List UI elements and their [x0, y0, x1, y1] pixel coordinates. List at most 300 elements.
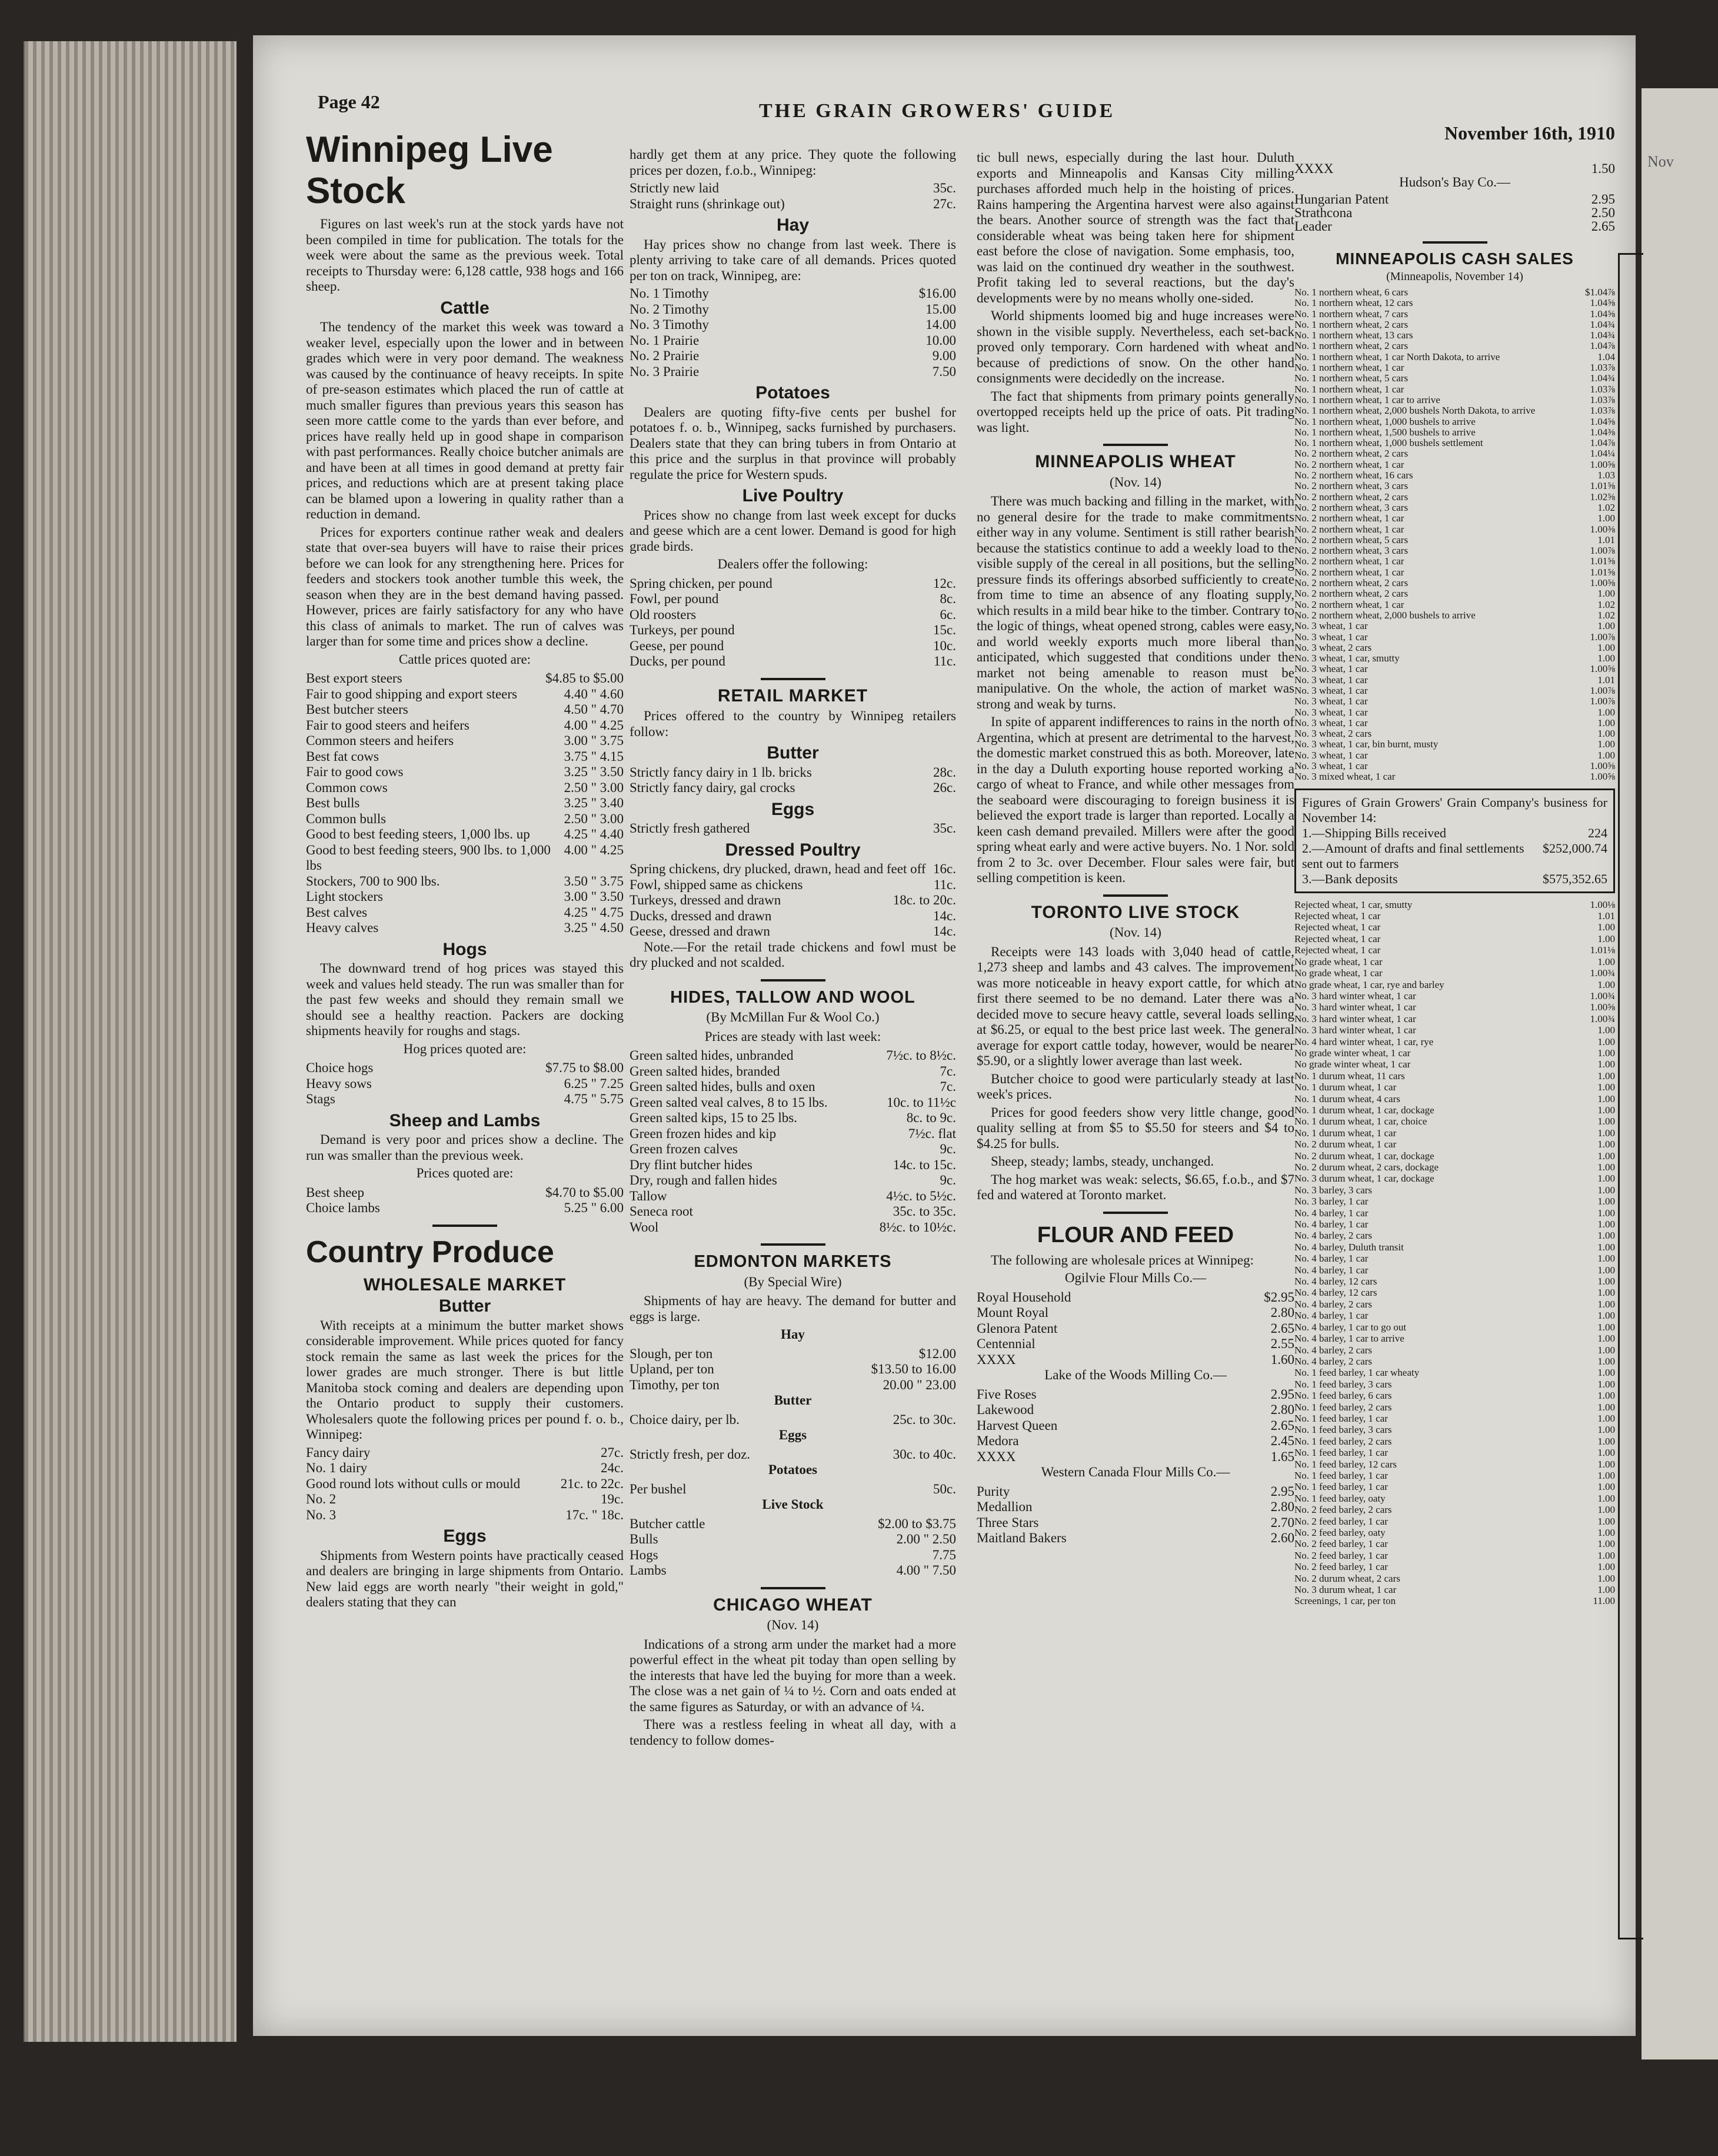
price-row	[306, 764, 624, 780]
price-item-label: Heavy calves	[306, 920, 379, 935]
price-item-value: 7.75	[932, 1547, 956, 1562]
price-item-value: 2.55	[1270, 1336, 1294, 1351]
price-item-label: No. 1 feed barley, 3 cars	[1294, 1424, 1392, 1436]
price-item-label: Per bushel	[630, 1481, 687, 1496]
price-row	[1294, 707, 1615, 718]
price-item-label: No. 2 northern wheat, 2 cars	[1294, 577, 1409, 589]
price-row	[977, 1449, 1294, 1465]
chicago-paragraph: There was a restless feeling in wheat all day, with a tendency to follow domes-	[630, 1717, 956, 1748]
hides-heading: HIDES, TALLOW AND WOOL	[670, 987, 915, 1007]
price-item-label: Centennial	[977, 1336, 1036, 1351]
price-row	[1294, 956, 1615, 967]
price-row	[1294, 417, 1615, 427]
price-item-value: 1.00	[1597, 706, 1615, 718]
price-row	[306, 1092, 624, 1107]
book-edge	[24, 41, 237, 2042]
price-item-label: No. 3 barley, 3 cars	[1294, 1184, 1373, 1196]
price-item-value: 15.00	[925, 301, 956, 317]
price-item-value: 21c. to 22c.	[560, 1476, 624, 1491]
price-item-label: No. 3 durum wheat, 1 car, dockage	[1294, 1173, 1434, 1185]
price-row	[630, 607, 956, 623]
wholesale-heading: WHOLESALE MARKET	[363, 1275, 567, 1295]
price-item-label: Three Stars	[977, 1515, 1039, 1530]
price-item-value: 7½c. to 8½c.	[886, 1048, 956, 1063]
price-item-value: 1.00⅝	[1590, 1002, 1615, 1013]
price-item-value: 1.00	[1597, 1241, 1615, 1253]
price-row	[1294, 1493, 1615, 1504]
price-row	[630, 1220, 956, 1236]
price-row	[306, 889, 624, 905]
price-item-value: 27c.	[933, 196, 956, 211]
price-item-label: Rejected wheat, 1 car	[1294, 933, 1381, 944]
price-item-value: 1.00	[1597, 1492, 1615, 1504]
price-item-value: 16c.	[933, 861, 956, 876]
price-item-value: 1.00	[1597, 1515, 1615, 1527]
edmonton-byline: (By Special Wire)	[744, 1274, 842, 1289]
price-item-value: 1.00	[1597, 1287, 1615, 1299]
price-row	[1294, 990, 1615, 1002]
price-item-value: 1.03⅞	[1590, 362, 1615, 374]
price-item-label: Medallion	[977, 1499, 1033, 1514]
price-item-label: Rejected wheat, 1 car	[1294, 910, 1381, 922]
price-item-value: 1.00	[1597, 1424, 1615, 1436]
price-item-value: 1.01	[1597, 910, 1615, 922]
price-row	[630, 924, 956, 940]
minneapolis-wheat-paragraph: In spite of apparent indifferences to rains in the north of Argentina, which at present are detrimental to the harvest, the domestic market construed this as both. Moreover, late in the day a Duluth exporting house reported working a cargo of wheat to France, and while other messages from the seaboard were discouraging to foreign business it is believed the export trade is larger than reported. Locally a keen cash demand prevailed. Millers were after the good spring wheat early and were active buyers. No. 1 Nor. sold from 2 to 3c. over December. Flour sales were fair, but selling competition is keen.	[977, 714, 1294, 885]
price-item-label: No. 2 northern wheat, 3 cars	[1294, 501, 1409, 513]
box-rows	[1302, 826, 1607, 887]
poultry-offer-label: Dealers offer the following:	[717, 557, 868, 571]
price-row	[306, 827, 624, 843]
column-3	[977, 150, 1294, 1546]
price-item-label: No. 2 northern wheat, 1 car	[1294, 598, 1404, 610]
price-row	[977, 1484, 1294, 1500]
price-item-value: 1.02	[1597, 501, 1615, 513]
price-row	[630, 333, 956, 349]
price-item-value: 11c.	[933, 654, 956, 668]
price-row	[1294, 944, 1615, 956]
toronto-paragraph: Butcher choice to good were particularly steady at last week's prices.	[977, 1071, 1294, 1102]
price-row	[1294, 1070, 1615, 1082]
price-row	[1294, 632, 1615, 643]
price-item-label: Heavy sows	[306, 1076, 372, 1091]
price-item-label: No. 4 barley, Duluth transit	[1294, 1241, 1404, 1253]
price-item-label: Strictly new laid	[630, 181, 720, 195]
retail-paragraph: Prices offered to the country by Winnipeg retailers follow:	[630, 708, 956, 739]
price-item-label: No. 1 feed barley, 1 car	[1294, 1447, 1388, 1459]
price-item-value: 7c.	[940, 1063, 956, 1079]
price-row	[1294, 470, 1615, 481]
price-item-value: 2.80	[1270, 1305, 1294, 1320]
price-item-label: No. 1 Prairie	[630, 332, 700, 348]
price-row	[1294, 162, 1615, 175]
price-row	[1294, 910, 1615, 921]
price-row	[1294, 460, 1615, 470]
section-rule	[1103, 1212, 1168, 1214]
dressed-poultry-list	[630, 861, 956, 940]
price-row	[630, 1204, 956, 1220]
flour-feed-heading: FLOUR AND FEED	[1037, 1222, 1234, 1247]
price-item-value: 1.00	[1597, 641, 1615, 653]
price-item-label: Strictly fancy dairy in 1 lb. bricks	[630, 764, 812, 780]
price-item-label: No. 1 feed barley, oaty	[1294, 1492, 1386, 1504]
price-item-label: No. 1 northern wheat, 13 cars	[1294, 330, 1413, 341]
price-item-label: No. 3 durum wheat, 1 car	[1294, 1584, 1397, 1596]
price-item-label: Spring chicken, per pound	[630, 575, 773, 591]
price-item-label: Green salted kips, 15 to 25 lbs.	[630, 1110, 797, 1125]
price-item-value: 1.00	[1597, 1401, 1615, 1413]
toronto-paragraph: Prices for good feeders show very little change, good quality selling at from $5 to $5.50 for steers and $4 to $4.25 for bulls.	[977, 1104, 1294, 1151]
price-item-label: No. 3 mixed wheat, 1 car	[1294, 771, 1396, 783]
price-item-label: Green salted hides, branded	[630, 1063, 780, 1079]
price-item-value: 2.95	[1270, 1386, 1294, 1402]
price-item-value: 3.25 " 3.40	[564, 796, 624, 810]
price-item-label: Tallow	[630, 1188, 667, 1203]
butter-paragraph: With receipts at a minimum the butter market shows considerable improvement. While prices quoted for fancy stock remain the same as last week the prices for the lower grades are much stronger. There is but little Manitoba stock coming and dealers are depending upon the Ontario product to supply their customers. Wholesalers quote the following prices per pound f. o. b., Winnipeg:	[306, 1317, 624, 1442]
price-item-label: Mount Royal	[977, 1305, 1049, 1320]
price-item-label: No. 2 feed barley, 1 car	[1294, 1549, 1388, 1561]
price-row	[306, 905, 624, 921]
section-rule	[1103, 444, 1168, 446]
price-item-value: 2.95	[1591, 192, 1615, 207]
price-item-value: 10c.	[933, 638, 956, 653]
price-item-value: 28c.	[933, 764, 956, 780]
price-item-label: No. 1 northern wheat, 6 cars	[1294, 287, 1409, 298]
price-item-label: No. 1 durum wheat, 11 cars	[1294, 1070, 1405, 1082]
column-1	[306, 129, 624, 1613]
price-item-value: 1.50	[1591, 161, 1615, 176]
price-item-value: 1.00	[1597, 1162, 1615, 1173]
price-item-value: 3.25 " 3.50	[564, 764, 624, 779]
chicago-wheat-heading: CHICAGO WHEAT	[713, 1595, 873, 1615]
price-row	[1294, 1550, 1615, 1561]
price-item-label: No. 3 wheat, 1 car	[1294, 717, 1368, 728]
toronto-livestock-heading: TORONTO LIVE STOCK	[1031, 902, 1240, 922]
price-row	[1294, 1265, 1615, 1276]
price-row	[630, 1532, 956, 1548]
price-row	[1294, 1333, 1615, 1344]
price-row	[630, 780, 956, 796]
price-item-value: 15c.	[933, 623, 956, 637]
price-item-value: 9c.	[940, 1173, 956, 1187]
price-item-label: No. 3 wheat, 1 car, smutty	[1294, 653, 1400, 664]
price-item-value: 18c. to 20c.	[893, 893, 956, 907]
price-row	[630, 623, 956, 638]
price-item-value: 1.00	[1597, 1139, 1615, 1150]
price-row	[1294, 524, 1615, 535]
retail-butter-list	[630, 765, 956, 796]
price-row	[1294, 1162, 1615, 1173]
butter-heading: Butter	[438, 1296, 491, 1316]
price-item-label: No. 1 feed barley, 1 car	[1294, 1469, 1388, 1481]
price-row	[1294, 610, 1615, 621]
price-item-value: 1.00	[1597, 1310, 1615, 1322]
price-item-label: Rejected wheat, 1 car, smutty	[1294, 899, 1413, 910]
hides-byline: (By McMillan Fur & Wool Co.)	[706, 1010, 880, 1024]
price-row	[1294, 1036, 1615, 1047]
price-row	[1294, 1230, 1615, 1241]
price-item-label: Geese, per pound	[630, 638, 724, 653]
price-row	[977, 1336, 1294, 1352]
price-item-label: No. 2 Timothy	[630, 301, 709, 317]
price-item-value: 1.03⅞	[1590, 383, 1615, 395]
price-item-value: 4.00 " 7.50	[896, 1563, 956, 1578]
retail-market-heading: RETAIL MARKET	[717, 686, 868, 706]
price-row	[1294, 1173, 1615, 1184]
price-item-value: 2.00 " 2.50	[896, 1532, 956, 1546]
price-item-value: 1.00⅝	[1590, 771, 1615, 783]
price-item-label: No. 4 barley, 1 car	[1294, 1207, 1369, 1219]
price-item-value: 4.00 " 4.25	[564, 717, 624, 733]
price-item-value: 8½c. to 10½c.	[879, 1219, 956, 1235]
price-row	[1294, 1595, 1615, 1606]
price-row	[630, 877, 956, 893]
price-row	[630, 638, 956, 654]
price-item-value: 1.00	[1597, 1070, 1615, 1082]
lake-woods-label: Lake of the Woods Milling Co.—	[1044, 1368, 1227, 1382]
price-row	[630, 1447, 956, 1463]
price-row	[306, 796, 624, 811]
price-item-value: $252,000.74	[1543, 840, 1607, 856]
price-item-label: Fowl, shipped same as chickens	[630, 877, 803, 892]
price-item-value: 8c. to 9c.	[906, 1110, 956, 1125]
rejected-sales-list	[1294, 899, 1615, 1607]
price-item-label: Turkeys, per pound	[630, 623, 735, 637]
price-item-value: 2.50 " 3.00	[564, 811, 624, 826]
price-item-label: No. 4 barley, 12 cars	[1294, 1287, 1377, 1299]
price-item-label: Choice lambs	[306, 1200, 380, 1215]
price-row	[1294, 481, 1615, 491]
price-item-label: Good to best feeding steers, 900 lbs. to 1,000 lbs	[306, 842, 551, 873]
price-item-value: 50c.	[933, 1481, 956, 1496]
price-item-label: Lambs	[630, 1563, 667, 1578]
price-item-value: 1.04¾	[1590, 318, 1615, 330]
price-row	[630, 576, 956, 592]
price-row	[306, 1076, 624, 1092]
price-item-label: Green salted hides, unbranded	[630, 1048, 794, 1063]
price-row	[1294, 1424, 1615, 1435]
price-item-label: Slough, per ton	[630, 1346, 713, 1361]
price-item-label: No. 3 wheat, 1 car	[1294, 696, 1368, 707]
price-item-label: No. 2 feed barley, 1 car	[1294, 1538, 1388, 1550]
price-item-label: No. 2 Prairie	[630, 348, 700, 363]
price-item-label: No grade wheat, 1 car, rye and barley	[1294, 979, 1444, 990]
price-item-label: Five Roses	[977, 1386, 1037, 1402]
price-row	[1294, 330, 1615, 341]
hudsons-bay-label: Hudson's Bay Co.—	[1399, 175, 1510, 189]
toronto-paragraph: Sheep, steady; lambs, steady, unchanged.	[991, 1154, 1214, 1169]
price-row	[306, 687, 624, 703]
price-row	[306, 1508, 624, 1523]
price-item-label: Best bulls	[306, 796, 360, 810]
price-item-value: 1.00	[1597, 1024, 1615, 1036]
price-row	[630, 364, 956, 380]
price-item-value: 35c.	[933, 181, 956, 195]
price-item-value: 1.00	[1597, 1276, 1615, 1287]
price-item-label: No. 1 feed barley, 6 cars	[1294, 1390, 1392, 1402]
toronto-paragraph: Receipts were 143 loads with 3,040 head of cattle, 1,273 sheep and lambs and 43 calves. The improvement was more noticeable in heavy export cattle, for which at first there seemed to be no demand. Later there was a decided move to secure heavy cattle, several loads selling at $6.25, or equal to the best price last week. The general average for export cattle today, however, would be nearer $5.90, or a slightly lower average than last week.	[977, 944, 1294, 1068]
next-page-label: Nov	[1647, 153, 1674, 170]
price-row	[977, 1433, 1294, 1449]
price-row	[1294, 1481, 1615, 1492]
price-item-value: 1.00	[1597, 1036, 1615, 1047]
price-row	[630, 591, 956, 607]
price-item-label: No. 1 feed barley, 2 cars	[1294, 1401, 1392, 1413]
butter-price-list	[306, 1445, 624, 1523]
chicago-paragraph: Indications of a strong arm under the market had a more powerful effect in the wheat pit today than open selling by the interests that have led the buying for more than a week. The close was a net gain of ¼ to ½. Corn and oats ended at the same figures as Saturday, or with an advance of ¼.	[630, 1636, 956, 1714]
price-item-label: No. 1 northern wheat, 1 car to arrive	[1294, 394, 1440, 405]
price-row	[630, 1563, 956, 1579]
price-item-value: 1.04⅝	[1590, 415, 1615, 427]
price-item-value: 25c. to 30c.	[893, 1412, 956, 1427]
price-item-value: 7c.	[940, 1079, 956, 1094]
price-row	[630, 181, 956, 197]
price-item-label: Stockers, 700 to 900 lbs.	[306, 873, 440, 889]
cattle-price-list	[306, 671, 624, 936]
price-item-value: 1.00	[1597, 728, 1615, 740]
price-item-value: 3.00 " 3.75	[564, 733, 624, 748]
price-item-value: 4.00 " 4.25	[564, 842, 624, 857]
price-item-value: 24c.	[601, 1460, 624, 1475]
price-row	[1294, 513, 1615, 524]
price-item-label: No. 2 northern wheat, 2 cars	[1294, 491, 1409, 503]
price-item-label: Geese, dressed and drawn	[630, 924, 770, 939]
retail-eggs-heading: Eggs	[771, 799, 815, 819]
price-item-label: No. 3 wheat, 2 cars	[1294, 641, 1372, 653]
price-row	[1294, 427, 1615, 438]
price-item-label: Ducks, dressed and drawn	[630, 908, 772, 923]
hogs-price-list	[306, 1060, 624, 1107]
price-item-label: Glenora Patent	[977, 1320, 1058, 1336]
price-item-label: No. 1 northern wheat, 2 cars	[1294, 340, 1409, 352]
price-item-label: Fair to good shipping and export steers	[306, 686, 518, 701]
price-item-value: 4.25 " 4.75	[564, 904, 624, 920]
price-item-value: 1.00	[1597, 1127, 1615, 1139]
price-item-value: 1.00	[1597, 1469, 1615, 1481]
price-item-label: Bulls	[630, 1532, 658, 1546]
price-item-value: 4.40 " 4.60	[564, 686, 624, 701]
price-item-label: Fowl, per pound	[630, 591, 719, 606]
price-row	[630, 1157, 956, 1173]
price-item-value: 1.00	[1597, 1527, 1615, 1538]
price-item-label: Seneca root	[630, 1204, 693, 1219]
flour-continued-list	[1294, 162, 1615, 175]
price-row	[1294, 1253, 1615, 1264]
price-row	[1294, 899, 1615, 910]
price-item-value: 1.00	[1597, 1458, 1615, 1470]
hogs-quoted-label: Hog prices quoted are:	[403, 1041, 527, 1056]
price-row	[1294, 556, 1615, 567]
price-row	[630, 909, 956, 924]
price-item-value: $2.95	[1264, 1289, 1294, 1305]
price-item-label: No. 1 northern wheat, 12 cars	[1294, 297, 1413, 309]
price-item-value: 1.00¾	[1590, 967, 1615, 979]
price-item-label: Straight runs (shrinkage out)	[630, 196, 785, 211]
price-item-value: 1.00	[1597, 1355, 1615, 1367]
price-row	[977, 1352, 1294, 1368]
intro-paragraph: Figures on last week's run at the stock yards have not been compiled in time for publication. The totals for the week were about the same as the previous week. Total receipts to Thursday were: 6,128 cattle, 938 hogs and 166 sheep.	[306, 217, 624, 294]
price-item-label: No. 3 barley, 1 car	[1294, 1196, 1369, 1207]
cattle-paragraph: The tendency of the market this week was toward a weaker level, especially upon the lower and in between grades which were in very poor demand. The weakness was caused by the continuance of heavy receipts. In spite of pre-season estimates which placed the run of cattle at much smaller figures than previous years this season has seen more cattle come to the yards than ever before, and prices have really held up in good shape in comparison with past performances. Really choice butcher animals are and have been at all times in good demand at pretty fair prices, and reductions which are at present taking place can be blamed upon a lowering in quality rather than a reduction in demand.	[306, 320, 624, 521]
chicago-continued-paragraph: tic bull news, especially during the last hour. Duluth exports and Minneapolis and Kansas City milling purchases afforded much help in the hoisting of prices. Rains hampering the Argentina harvest were also against the bears. Another source of strength was the fact that considerable wheat was being taken here for shipment east before the close of navigation. Some emphasis, too, was laid on the continued dry weather in the southwest. Profit taking led to several reactions, but the day's developments were by no means wholly one-sided.	[977, 150, 1294, 305]
price-row	[1294, 718, 1615, 728]
price-item-value: 1.00	[1597, 1230, 1615, 1242]
price-item-label: No grade wheat, 1 car	[1294, 967, 1383, 979]
price-item-label: Spring chickens, dry plucked, drawn, head and feet off	[630, 861, 926, 876]
price-row	[630, 1173, 956, 1189]
price-item-label: Fair to good steers and heifers	[306, 717, 470, 733]
price-item-value: 1.00⅛	[1590, 899, 1615, 910]
section-rule	[761, 1587, 825, 1589]
price-item-value: 1.04⅞	[1590, 340, 1615, 352]
price-item-value: 1.00	[1597, 1538, 1615, 1550]
price-row	[1294, 341, 1615, 351]
price-item-value: 1.00⅝	[1590, 458, 1615, 470]
minneapolis-wheat-date: (Nov. 14)	[1110, 474, 1161, 490]
price-row	[1294, 352, 1615, 362]
price-item-value: 1.00	[1597, 1207, 1615, 1219]
price-item-label: No. 3 wheat, 1 car	[1294, 674, 1368, 686]
price-item-value: 1.01	[1597, 534, 1615, 545]
potatoes-heading: Potatoes	[755, 383, 830, 402]
price-item-label: Green frozen calves	[630, 1142, 738, 1156]
price-row	[1294, 1139, 1615, 1150]
price-item-label: No. 4 barley, 2 cars	[1294, 1298, 1373, 1310]
price-item-value: $1.04⅞	[1585, 287, 1615, 298]
price-item-label: Stags	[306, 1092, 335, 1106]
price-row	[1294, 1127, 1615, 1139]
price-item-label: Green salted hides, bulls and oxen	[630, 1079, 815, 1094]
price-row	[630, 1064, 956, 1080]
price-item-value: $13.50 to 16.00	[871, 1362, 956, 1376]
price-row	[306, 1492, 624, 1508]
price-item-label: No grade winter wheat, 1 car	[1294, 1047, 1411, 1059]
price-row	[630, 302, 956, 318]
price-row	[1294, 979, 1615, 990]
price-row	[1294, 1379, 1615, 1390]
price-row	[630, 1362, 956, 1378]
edmonton-eggs-heading: Eggs	[778, 1428, 807, 1442]
price-row	[1294, 1402, 1615, 1413]
price-item-value: 1.00⅞	[1590, 545, 1615, 557]
price-item-value: 26c.	[933, 780, 956, 795]
retail-eggs-list	[630, 821, 956, 837]
flour-paragraph: The following are wholesale prices at Winnipeg:	[991, 1252, 1254, 1267]
price-item-value: 1.00	[1597, 1481, 1615, 1493]
price-row	[306, 718, 624, 734]
price-row	[1294, 653, 1615, 664]
price-item-value: 1.00	[1597, 1059, 1615, 1070]
price-item-label: No. 1 northern wheat, 1,500 bushels to arrive	[1294, 426, 1476, 438]
price-item-label: Old roosters	[630, 607, 697, 622]
chicago-date: (Nov. 14)	[767, 1618, 819, 1632]
price-item-value: 1.00	[1597, 979, 1615, 990]
price-item-value: 1.01⅝	[1590, 480, 1615, 492]
price-row	[306, 671, 624, 687]
price-row	[1302, 826, 1607, 841]
section-rule	[1423, 241, 1487, 244]
price-item-label: No. 1 northern wheat, 1 car North Dakota, to arrive	[1294, 351, 1500, 362]
price-item-value: 10c. to 11½c	[887, 1094, 956, 1110]
price-item-label: No. 3 hard winter wheat, 1 car	[1294, 1013, 1416, 1024]
price-item-label: No. 2 durum wheat, 1 car	[1294, 1139, 1397, 1150]
price-item-label: XXXX	[1294, 161, 1334, 176]
price-item-value: 1.00⅝	[1590, 577, 1615, 589]
price-row	[630, 1048, 956, 1064]
price-item-label: No. 1 durum wheat, 1 car	[1294, 1082, 1397, 1093]
price-item-label: Best calves	[306, 904, 368, 920]
price-item-value: 1.00	[1597, 1321, 1615, 1333]
